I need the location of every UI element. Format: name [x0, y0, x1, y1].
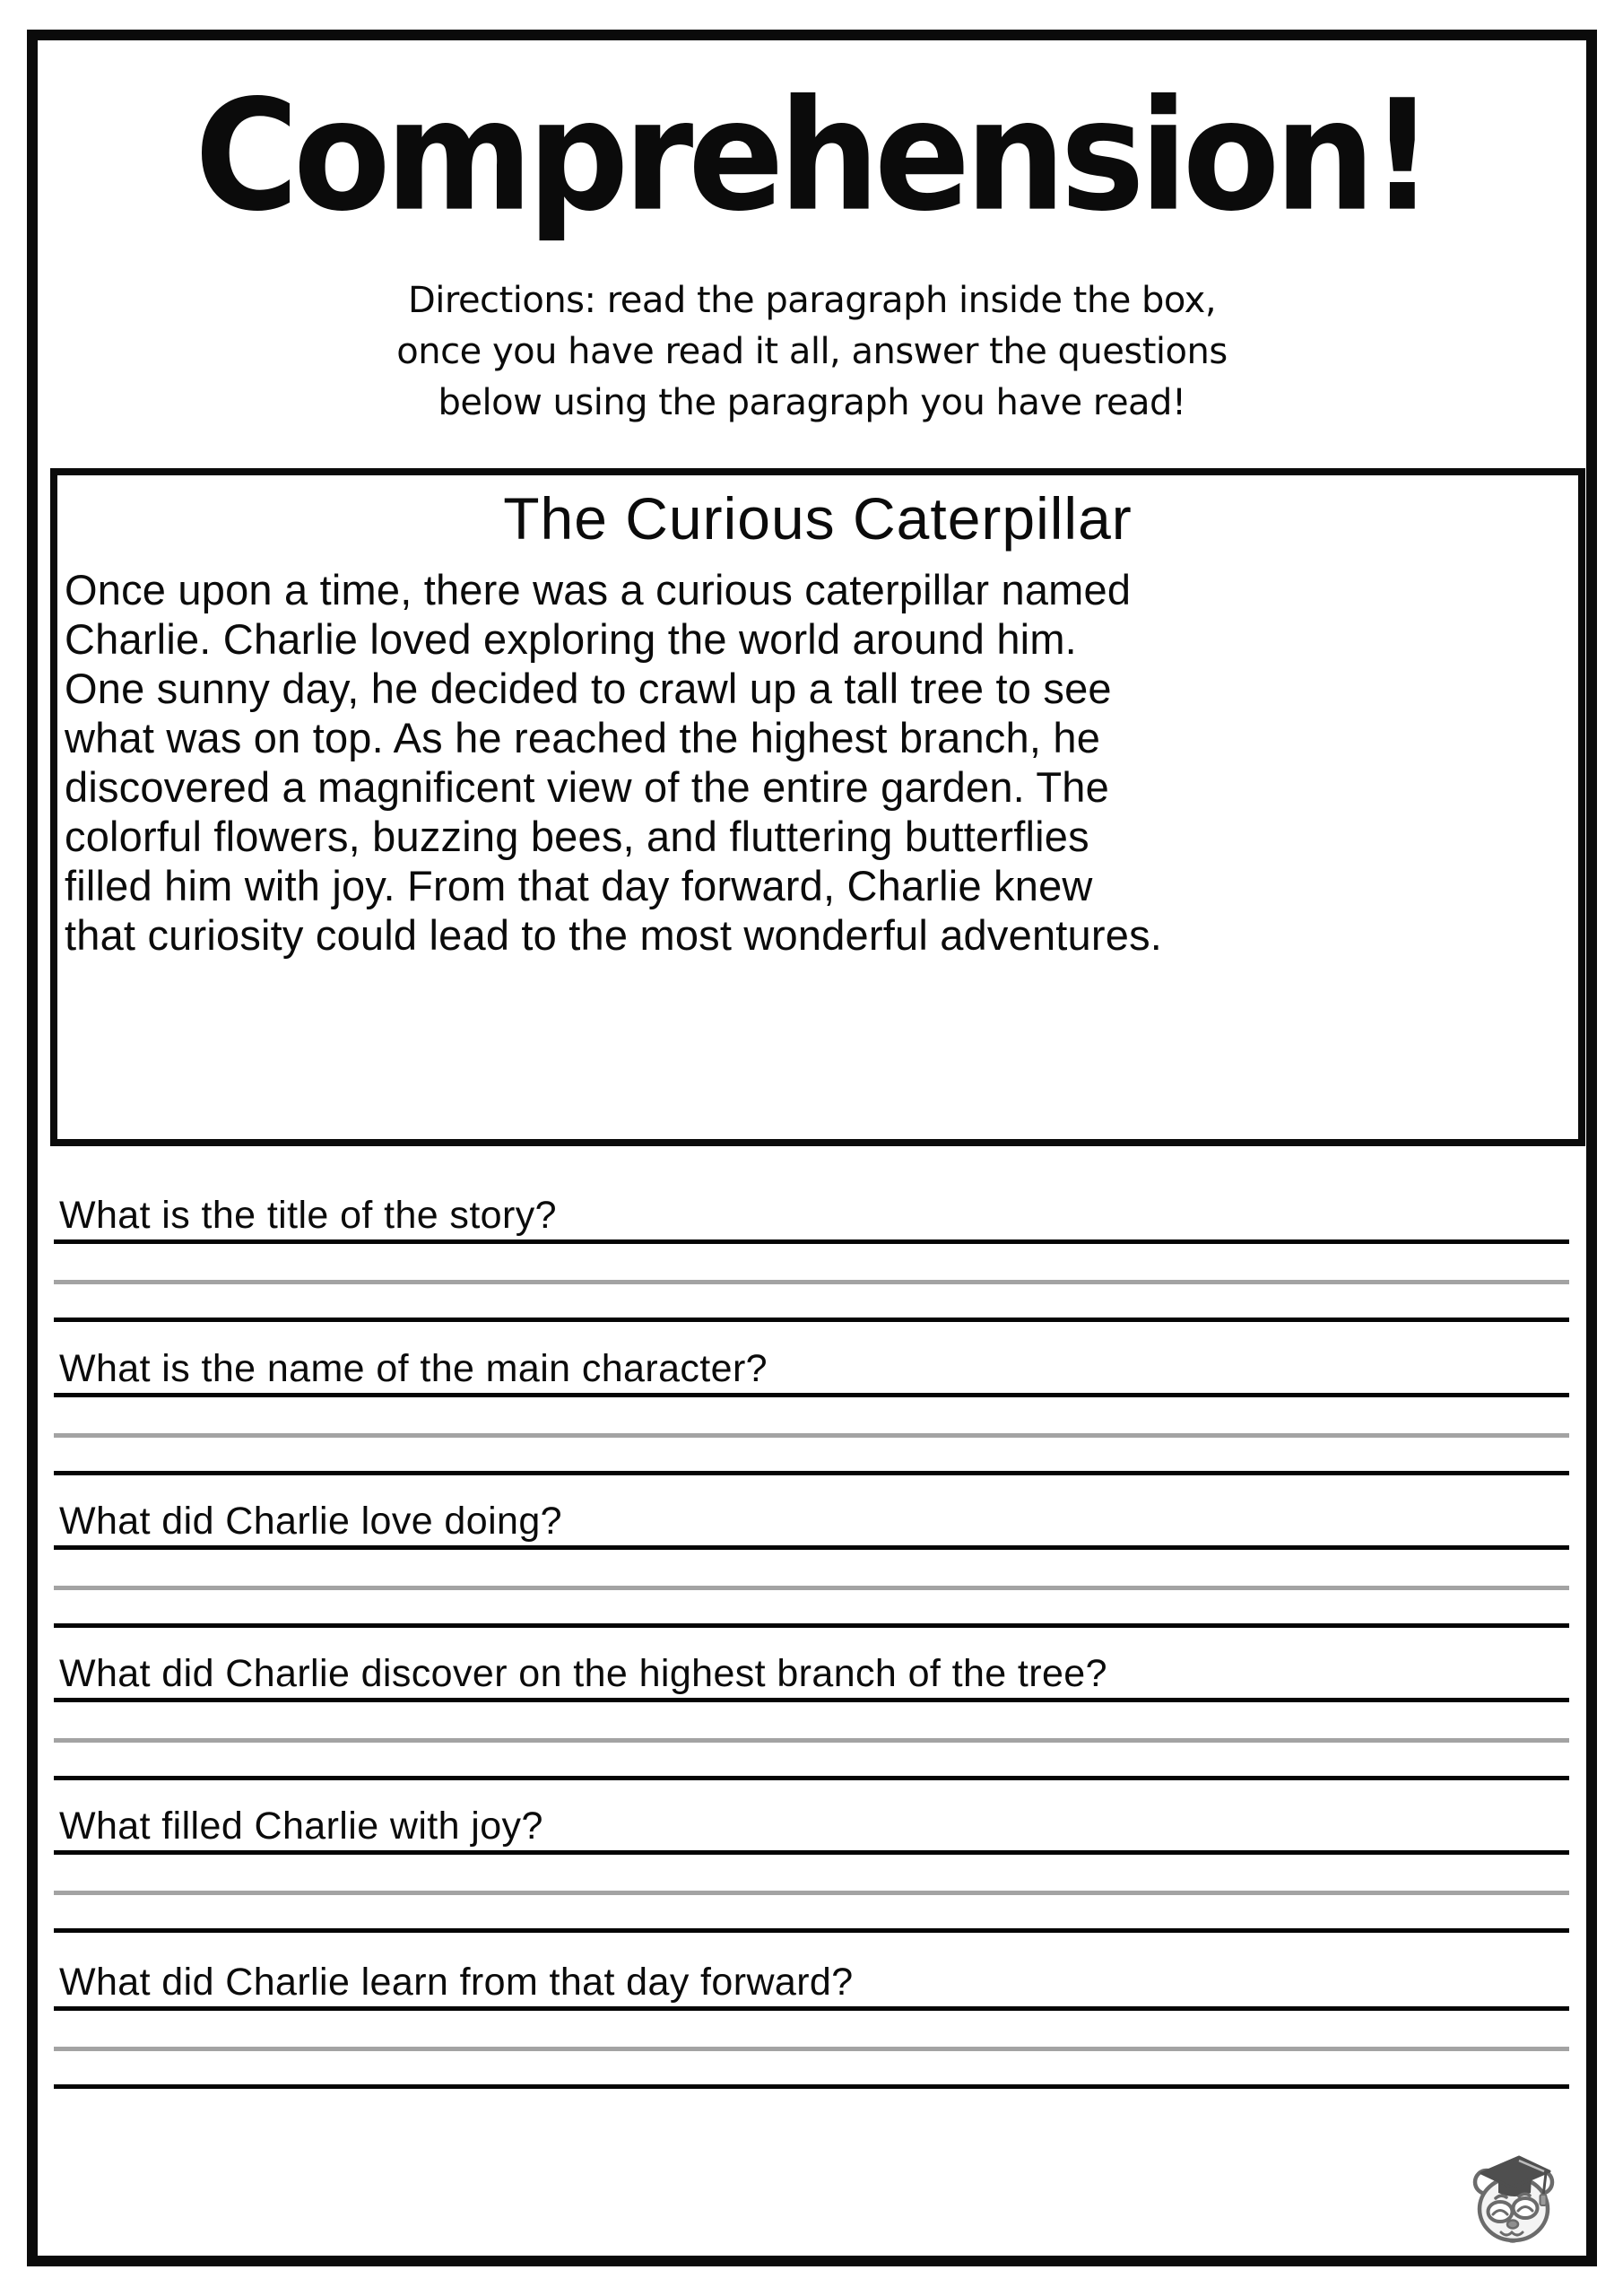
question-3-label: What did Charlie love doing? — [54, 1492, 1569, 1550]
answer-line[interactable] — [54, 2047, 1569, 2051]
question-block-5 — [54, 1796, 1569, 1933]
story-line: discovered a magnificent view of the entire garden. The — [65, 763, 1109, 811]
directions-text — [38, 275, 1586, 429]
directions-line-1: Directions: read the paragraph inside the box, — [407, 280, 1217, 321]
story-line: that curiosity could lead to the most wonderful adventures. — [65, 911, 1163, 959]
story-line: colorful flowers, buzzing bees, and fluttering butterflies — [65, 813, 1089, 860]
story-title: The Curious Caterpillar — [503, 485, 1133, 552]
answer-line[interactable] — [54, 1586, 1569, 1590]
page-title: Comprehension! — [195, 66, 1429, 246]
question-block-2 — [54, 1339, 1569, 1475]
answer-line[interactable] — [54, 1623, 1569, 1628]
story-box — [50, 468, 1585, 1146]
question-6-label: What did Charlie learn from that day forward? — [54, 1952, 1569, 2011]
story-line: Charlie. Charlie loved exploring the world around him. — [65, 615, 1077, 663]
question-block-3 — [54, 1492, 1569, 1628]
story-line: Once upon a time, there was a curious caterpillar named — [65, 566, 1132, 613]
directions-line-2: once you have read it all, answer the questions — [396, 331, 1228, 372]
answer-line[interactable] — [54, 2084, 1569, 2089]
story-line: what was on top. As he reached the highest branch, he — [65, 714, 1101, 761]
answer-line[interactable] — [54, 1280, 1569, 1284]
question-5-label: What filled Charlie with joy? — [54, 1796, 1569, 1855]
directions-line-3: below using the paragraph you have read! — [438, 382, 1186, 423]
answer-line[interactable] — [54, 1433, 1569, 1438]
story-line: filled him with joy. From that day forward, Charlie knew — [65, 862, 1093, 909]
question-1-label: What is the title of the story? — [54, 1186, 1569, 1244]
worksheet-page — [27, 30, 1597, 2266]
story-paragraph — [65, 565, 1575, 960]
question-block-1 — [54, 1186, 1569, 1322]
question-block-4 — [54, 1644, 1569, 1780]
answer-line[interactable] — [54, 1928, 1569, 1933]
answer-line[interactable] — [54, 1738, 1569, 1743]
question-4-label: What did Charlie discover on the highest branch of the tree? — [54, 1644, 1569, 1702]
answer-line[interactable] — [54, 1776, 1569, 1780]
answer-line[interactable] — [54, 1318, 1569, 1322]
story-line: One sunny day, he decided to crawl up a tall tree to see — [65, 665, 1112, 712]
answer-line[interactable] — [54, 1471, 1569, 1475]
question-2-label: What is the name of the main character? — [54, 1339, 1569, 1397]
question-block-6 — [54, 1952, 1569, 2089]
graduate-bear-icon — [1469, 2150, 1558, 2245]
answer-line[interactable] — [54, 1891, 1569, 1895]
